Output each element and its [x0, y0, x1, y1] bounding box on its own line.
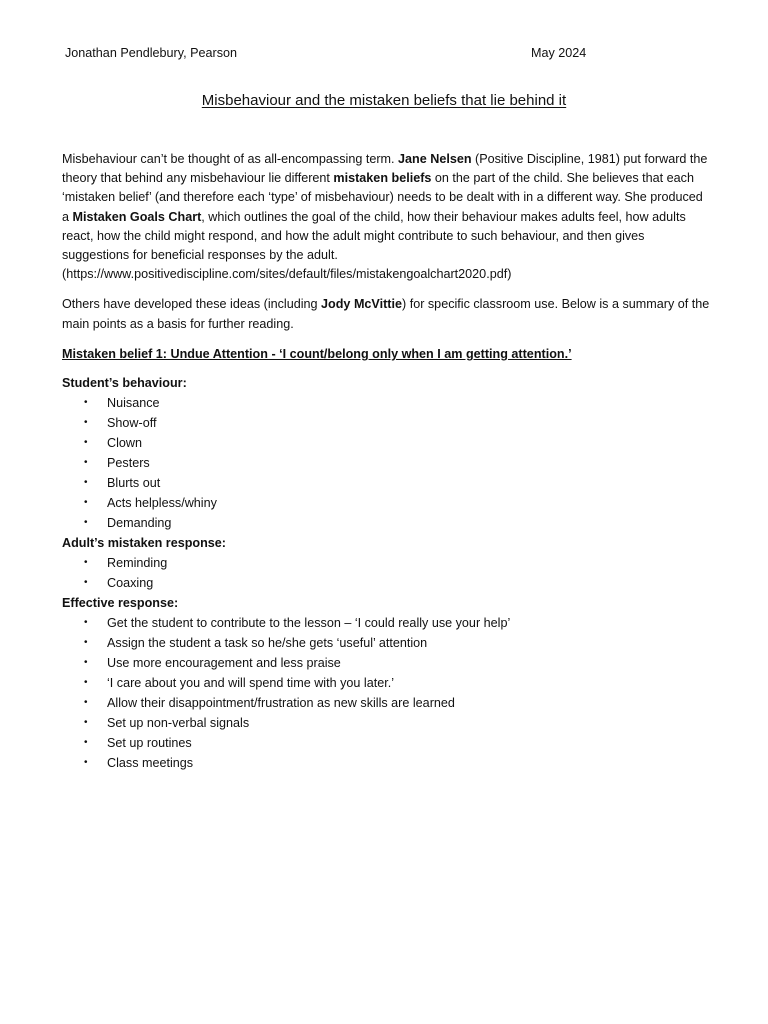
- list-item: • Show-off: [62, 413, 712, 433]
- list-item: • Pesters: [62, 453, 712, 473]
- intro-bold-beliefs: mistaken beliefs: [333, 171, 432, 186]
- others-text-2: ) for specific classroom use. Below is a summary of the main points as a basis for further reading.: [62, 297, 710, 331]
- list-item: • Demanding: [62, 513, 712, 533]
- list-item: • Coaxing: [62, 573, 712, 593]
- intro-text-1: Misbehaviour can’t be thought of as all-encompassing term.: [62, 152, 399, 166]
- list-item: • Use more encouragement and less praise: [62, 653, 712, 673]
- list-item: • Set up non-verbal signals: [62, 713, 712, 733]
- list-item: • Acts helpless/whiny: [62, 493, 712, 513]
- intro-text-2: (Positive Discipline, 1981) put forward the theory that behind any misbehaviour lie different: [62, 152, 708, 186]
- others-paragraph: [62, 295, 712, 333]
- adult-response-label: Adult’s mistaken response:: [62, 536, 226, 551]
- list-item: • Allow their disappointment/frustration as new skills are learned: [62, 693, 712, 713]
- list-item: • Clown: [62, 433, 712, 453]
- intro-url: (https://www.positivediscipline.com/sites/default/files/mistakengoalchart2020.pdf): [62, 267, 512, 282]
- effective-response-list: [62, 613, 712, 773]
- document-body: [62, 150, 712, 773]
- intro-text-3: on the part of the child. She believes that each ‘mistaken belief’ (and therefore each ‘type’ of misbehaviour) needs to be dealt with in a different way. She produced a: [62, 171, 703, 224]
- others-text-1: Others have developed these ideas (including: [62, 297, 322, 312]
- header-author: Jonathan Pendlebury, Pearson: [65, 46, 238, 60]
- document-title: Misbehaviour and the mistaken beliefs that lie behind it: [201, 92, 567, 109]
- list-item: • Reminding: [62, 553, 712, 573]
- effective-response-label: Effective response:: [62, 596, 179, 611]
- intro-bold-chart: Mistaken Goals Chart: [72, 209, 202, 224]
- list-item: • Assign the student a task so he/she gets ‘useful’ attention: [62, 633, 712, 653]
- belief-1-heading: Mistaken belief 1: Undue Attention - ‘I count/belong only when I am getting attention.’: [62, 346, 572, 361]
- list-item: • Blurts out: [62, 473, 712, 493]
- header-date: May 2024: [531, 46, 587, 60]
- adult-response-list: [62, 553, 712, 593]
- behaviour-label: Student’s behaviour:: [62, 376, 187, 391]
- intro-paragraph: [62, 150, 712, 284]
- list-item: • Nuisance: [62, 393, 712, 413]
- list-item: • ‘I care about you and will spend time with you later.’: [62, 673, 712, 693]
- others-bold-name: Jody McVittie: [321, 297, 402, 312]
- list-item: • Class meetings: [62, 753, 712, 773]
- intro-bold-author: Jane Nelsen: [398, 152, 472, 166]
- list-item: • Get the student to contribute to the lesson – ‘I could really use your help’: [62, 613, 712, 633]
- list-item: • Set up routines: [62, 733, 712, 753]
- behaviour-list: [62, 393, 712, 533]
- intro-text-4: , which outlines the goal of the child, how their behaviour makes adults feel, how adults react, how the child might respond, and how the adult might contribute to such behaviour, and then gives suggestions for beneficial responses by the adult.: [62, 209, 686, 263]
